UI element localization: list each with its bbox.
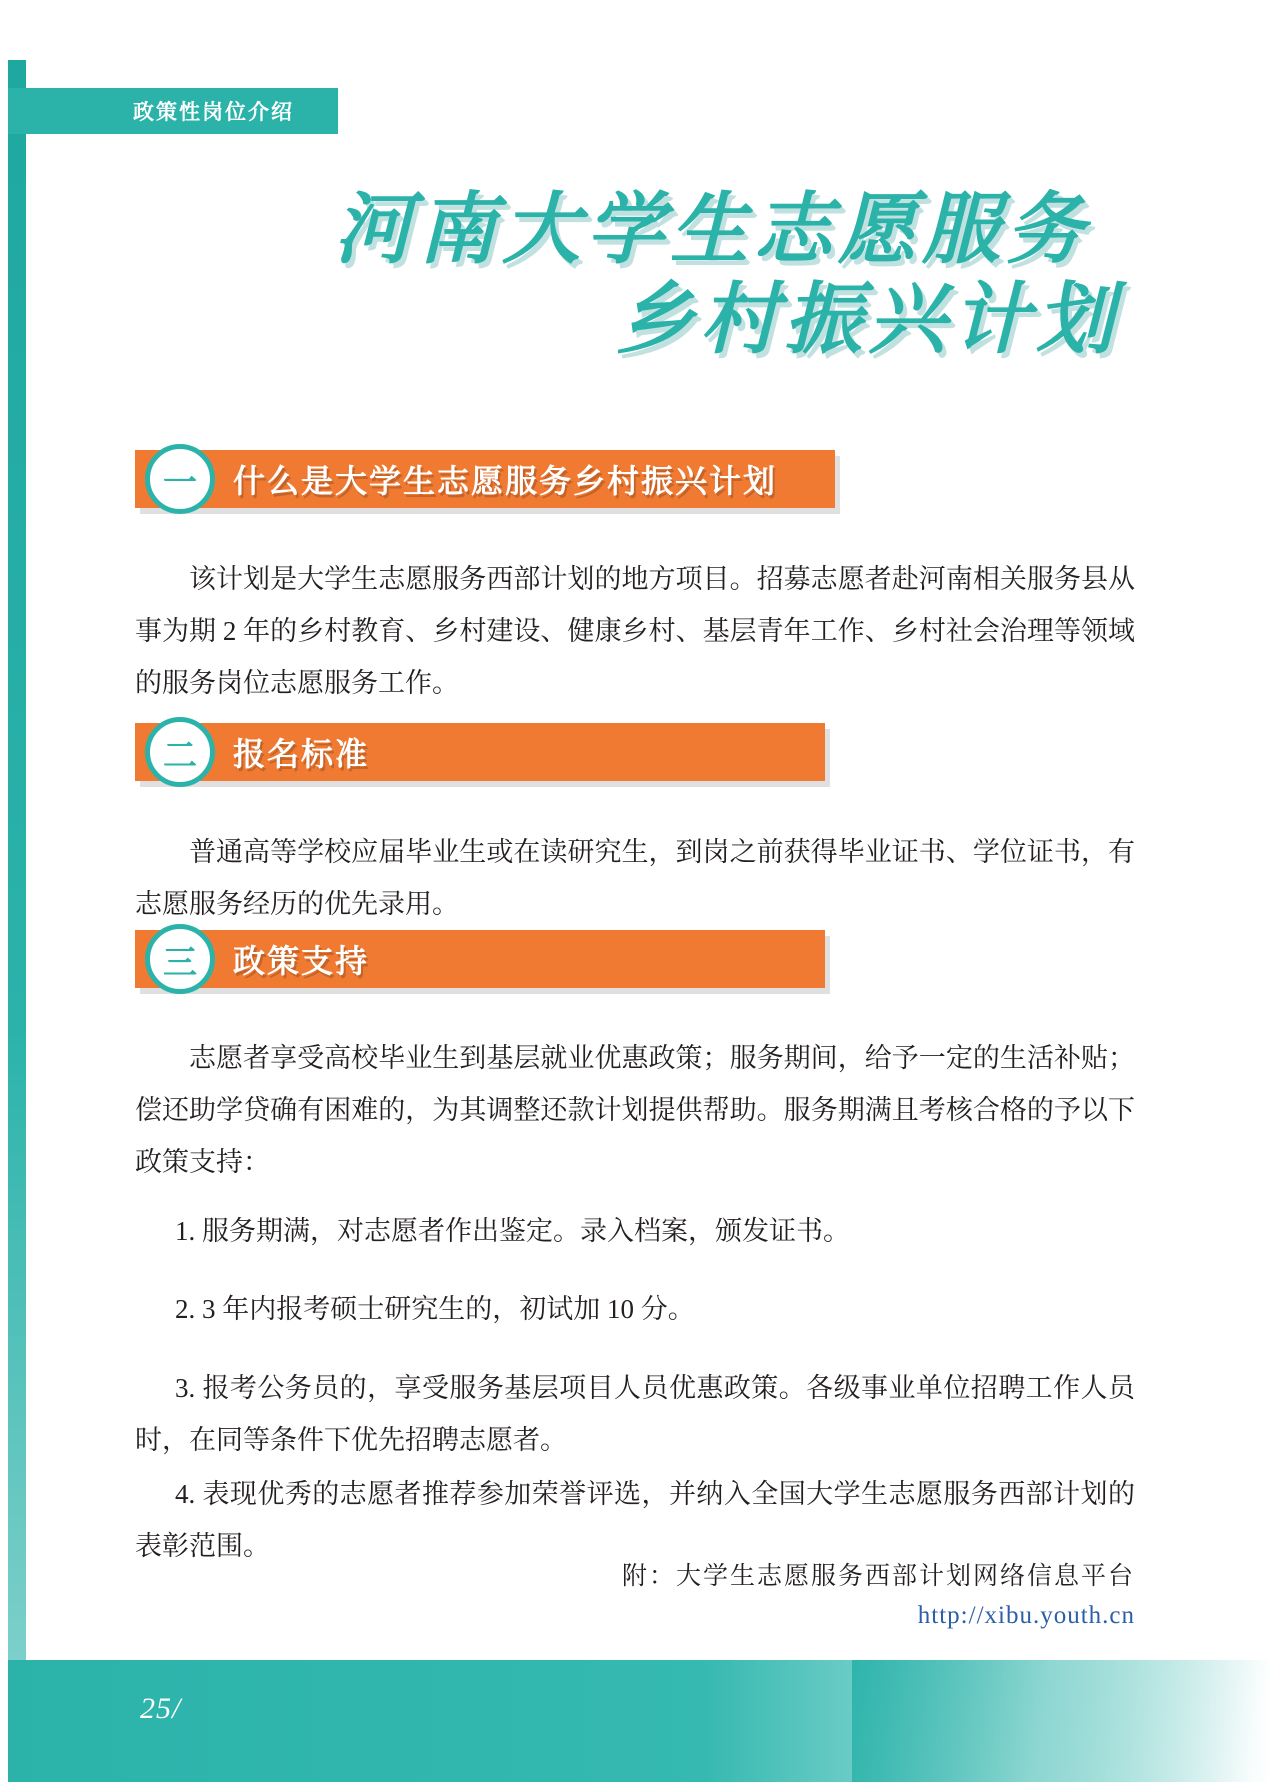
section-number-2: 二	[145, 717, 215, 787]
section-3-item-2: 2. 3 年内报考硕士研究生的，初试加 10 分。	[175, 1294, 695, 1324]
section-3-item-4: 4. 表现优秀的志愿者推荐参加荣誉评选，并纳入全国大学生志愿服务西部计划的表彰范围。	[135, 1479, 1135, 1561]
page-number: 25/	[140, 1692, 182, 1725]
footer-decoration	[852, 1660, 1272, 1782]
section-1-paragraph-1: 该计划是大学生志愿服务西部计划的地方项目。招募志愿者赴河南相关服务县从事为期 2 年的乡村教育、乡村建设、健康乡村、基层青年工作、乡村社会治理等领域的服务岗位志愿服务工作。	[135, 564, 1135, 698]
page-title-line-1: 河南大学生志愿服务	[333, 185, 1090, 273]
section-title-3: 政策支持	[233, 943, 370, 979]
section-header-3	[135, 930, 835, 988]
section-number-3: 三	[145, 924, 215, 994]
page-title-line-2: 乡村振兴计划	[615, 274, 1120, 363]
section-title-2: 报名标准	[233, 736, 370, 772]
section-3-paragraph-1: 志愿者享受高校毕业生到基层就业优惠政策；服务期间，给予一定的生活补贴；偿还助学贷确有困难的，为其调整还款计划提供帮助。服务期满且考核合格的予以下政策支持：	[135, 1043, 1135, 1177]
section-3-item-3: 3. 报考公务员的，享受服务基层项目人员优惠政策。各级事业单位招聘工作人员时，在同等条件下优先招聘志愿者。	[135, 1373, 1135, 1455]
footnote-link[interactable]: http://xibu.youth.cn	[917, 1602, 1135, 1629]
page-title	[160, 185, 1120, 364]
left-accent-bar	[8, 60, 26, 1680]
footnote-text: 附：大学生志愿服务西部计划网络信息平台	[621, 1563, 1135, 1590]
header-category-label: 政策性岗位介绍	[133, 101, 294, 124]
section-header-2	[135, 723, 835, 781]
section-header-1	[135, 450, 845, 508]
section-2-paragraph-1: 普通高等学校应届毕业生或在读研究生，到岗之前获得毕业证书、学位证书，有志愿服务经历的优先录用。	[135, 837, 1135, 919]
section-number-1: 一	[145, 444, 215, 514]
footer-band	[8, 1660, 1272, 1782]
section-3-item-1: 1. 服务期满，对志愿者作出鉴定。录入档案，颁发证书。	[175, 1216, 850, 1246]
section-title-1: 什么是大学生志愿服务乡村振兴计划	[233, 463, 778, 499]
header-category-tag	[8, 88, 338, 134]
